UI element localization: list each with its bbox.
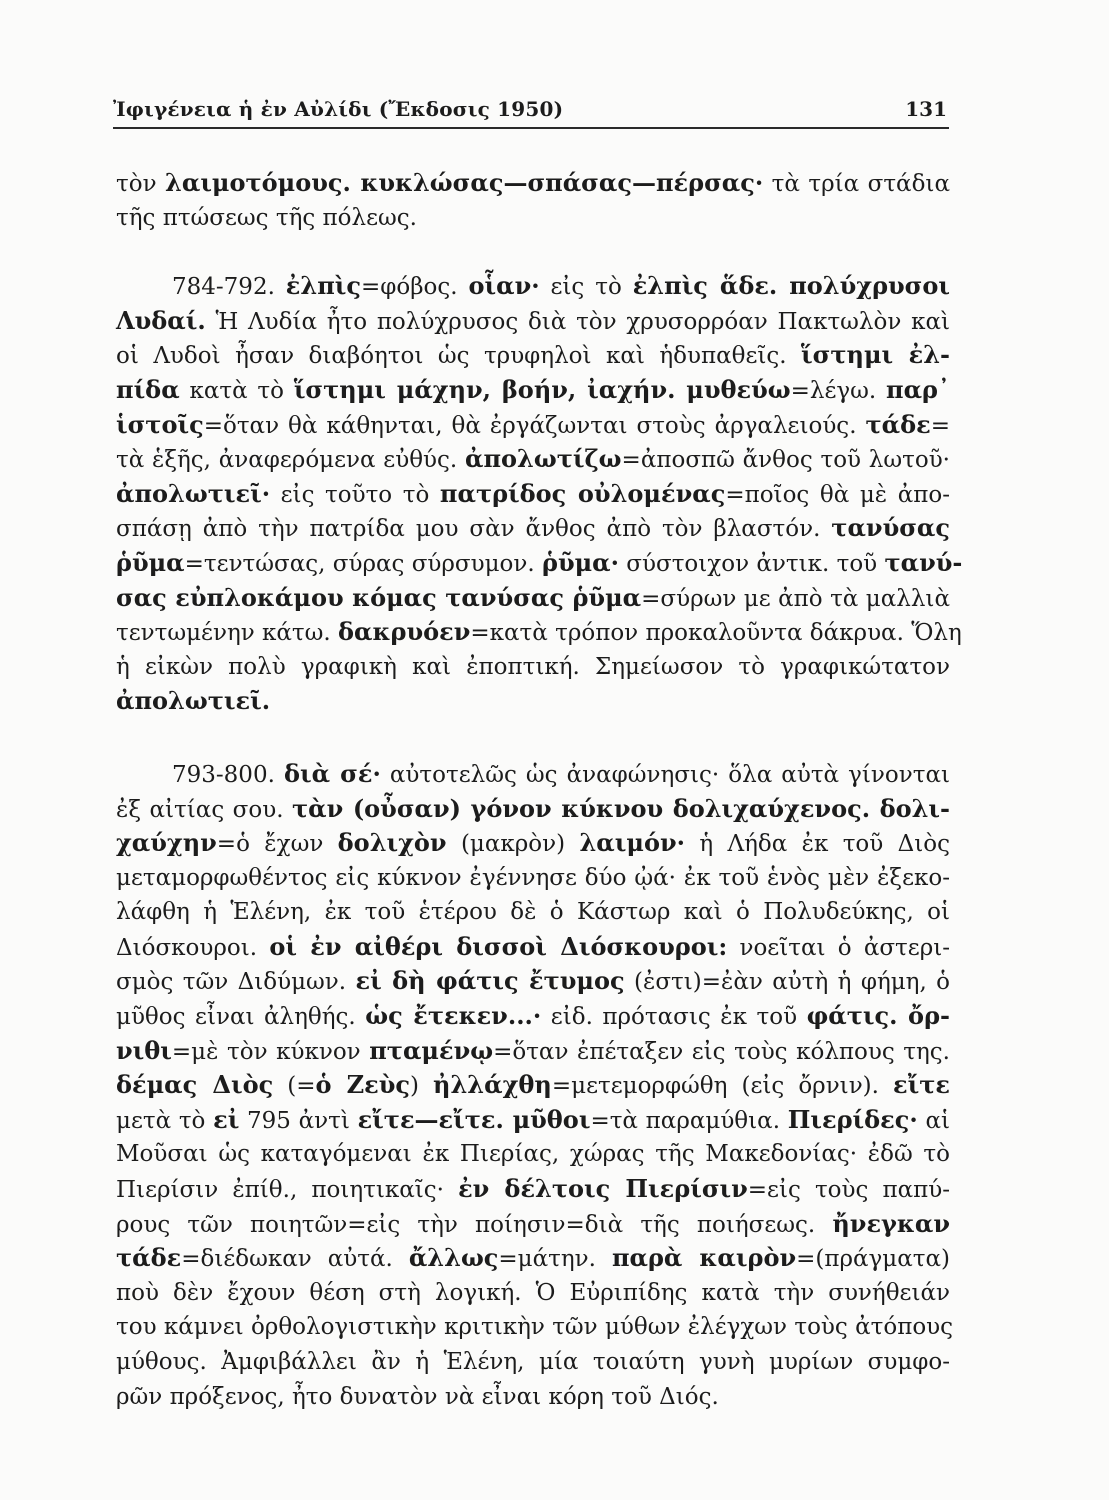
- bold-lemma: Λυδαί.: [116, 305, 206, 335]
- text-line: [116, 408, 950, 443]
- text-line: [116, 1172, 950, 1207]
- text-run: τὰ ἑξῆς, ἀναφερόμενα εὐθύς.: [116, 447, 465, 474]
- bold-lemma: ῥῦμα: [116, 547, 185, 577]
- text-run: =διέδωκαν αὐτά.: [181, 1246, 409, 1273]
- bold-lemma: τανύ-: [884, 547, 963, 577]
- text-run: 784-792.: [172, 274, 286, 301]
- text-run: ρους τῶν ποιητῶν=εἰς τὴν ποίησιν=διὰ τῆς ποιήσεως.: [116, 1211, 833, 1238]
- bold-lemma: ἀπολωτίζω: [464, 444, 622, 474]
- text-line: [116, 684, 950, 719]
- text-run: =κατὰ τρόπον προκαλοῦντα δάκρυα. Ὅλη: [470, 620, 962, 647]
- text-run: μεταμορφωθέντος εἰς κύκνον ἐγέννησε δύο ᾠά· ἐκ τοῦ ἑνὸς μὲν ἐξεκο-: [116, 864, 950, 891]
- bold-lemma: εἰ: [213, 1104, 240, 1134]
- bold-lemma: τανύσας: [831, 513, 950, 543]
- text-line: [116, 1276, 950, 1311]
- bold-lemma: ὡς ἔτεκεν...·: [365, 1001, 542, 1031]
- text-line: [116, 650, 950, 685]
- text-run: =μὲ τὸν κύκνον: [171, 1038, 370, 1065]
- text-run: 795 ἀντὶ: [239, 1107, 358, 1134]
- bold-lemma: λαιμοτόμους. κυκλώσας—σπάσας—πέρσας·: [165, 168, 764, 197]
- bold-lemma: τάδε: [865, 409, 931, 439]
- bold-lemma: ὁ Ζεὺς: [315, 1070, 410, 1100]
- text-line: [116, 1137, 950, 1172]
- bold-lemma: πίδα: [116, 374, 180, 404]
- text-run: Μοῦσαι ὡς καταγόμεναι ἐκ Πιερίας, χώρας τῆς Μακεδονίας· ἐδῶ τὸ: [116, 1141, 950, 1168]
- text-line: [116, 1241, 950, 1276]
- text-run: =λέγω.: [790, 377, 887, 404]
- bold-lemma: δολιχὸν: [337, 828, 447, 858]
- bold-lemma: ἱστοῖς: [116, 409, 204, 439]
- bold-lemma: ἐν δέλτοις Πιερίσιν: [458, 1174, 748, 1204]
- text-line: [116, 166, 950, 201]
- text-run: (μακρὸν): [446, 831, 580, 858]
- bold-lemma: εἰ δὴ φάτις ἔτυμος: [355, 966, 625, 996]
- text-run: =(πράγματα): [796, 1246, 950, 1273]
- bold-lemma: λαιμόν·: [579, 828, 685, 858]
- text-run: τὸν: [116, 171, 166, 197]
- commentary-body: [116, 166, 963, 1414]
- text-run: εἰδ. πρότασις ἐκ τοῦ: [541, 1004, 807, 1031]
- text-line: [116, 546, 963, 581]
- text-line: [116, 201, 950, 236]
- bold-lemma: ἤνεγκαν: [832, 1208, 950, 1238]
- text-run: (ἐστι)=ἐὰν αὐτὴ ἡ φήμη, ὁ: [624, 969, 951, 996]
- text-line: [116, 999, 950, 1034]
- bold-lemma: δέμας Διὸς: [116, 1070, 274, 1100]
- text-line: [116, 1068, 950, 1103]
- bold-lemma: ἄλλως: [408, 1243, 499, 1273]
- text-line: [116, 792, 950, 827]
- text-run: ποὺ δὲν ἔχουν θέση στὴ λογική. Ὁ Εὐριπίδης κατὰ τὴν συνήθειάν: [116, 1279, 950, 1306]
- text-run: αὐτοτελῶς ὡς ἀναφώνησις· ὅλα αὐτὰ γίνονται: [380, 761, 951, 788]
- text-run: σπάσῃ ἀπὸ τὴν πατρίδα μου σὰν ἄνθος ἀπὸ τὸν βλαστόν.: [116, 516, 832, 543]
- text-line: [116, 477, 950, 512]
- text-line: [116, 304, 950, 339]
- text-run: μύθους. Ἀμφιβάλλει ἂν ἡ Ἑλένη, μία τοιαύτη γυνὴ μυρίων συμφο-: [116, 1349, 950, 1375]
- bold-lemma: οἷαν·: [468, 271, 540, 301]
- bold-lemma: ἀπολωτιεῖ·: [116, 478, 271, 508]
- bold-lemma: δακρυόεν: [338, 617, 471, 647]
- text-run: =μάτην.: [498, 1246, 612, 1273]
- text-run: ἡ Λήδα ἐκ τοῦ Διὸς: [684, 831, 950, 858]
- bold-lemma: χαύχην: [116, 828, 217, 858]
- bold-lemma: διὰ σέ·: [283, 758, 381, 788]
- bold-lemma: ἐλπὶς: [285, 271, 362, 301]
- page-header-title: Ἰφιγένεια ἡ ἐν Αὐλίδι (Ἔκδοσις 1950): [113, 97, 564, 121]
- text-line: [116, 826, 950, 861]
- bold-lemma: τάδε: [116, 1243, 182, 1273]
- text-run: οἱ Λυδοὶ ἦσαν διαβόητοι ὡς τρυφηλοὶ καὶ ἡδυπαθεῖς.: [116, 343, 802, 370]
- text-line: [116, 1310, 954, 1345]
- text-run: =ἀποσπῶ ἄνθος τοῦ λωτοῦ·: [621, 447, 950, 474]
- text-run: ρῶν πρόξενος, ἦτο δυνατὸν νὰ εἶναι κόρη τοῦ Διός.: [116, 1383, 719, 1410]
- text-run: =ὅταν ἐπέταξεν εἰς τοὺς κόλπους της.: [493, 1038, 950, 1065]
- bold-lemma: νιθι: [116, 1035, 172, 1065]
- bold-lemma: οἱ ἐν αἰθέρι δισσοὶ Διόσκουροι:: [269, 931, 728, 961]
- text-run: τῆς πτώσεως τῆς πόλεως.: [116, 204, 417, 231]
- bold-lemma: ἵστημι μάχην, βοήν, ἰαχήν. μυθεύω: [293, 374, 791, 404]
- bold-lemma: εἴτε: [893, 1070, 950, 1100]
- text-line: [116, 615, 962, 650]
- bold-lemma: παρ᾽: [886, 374, 951, 404]
- text-run: =εἰς τοὺς παπύ-: [747, 1177, 950, 1204]
- text-line: [116, 964, 950, 999]
- text-run: =μετεμορφώθη (εἰς ὄρνιν).: [551, 1073, 894, 1100]
- text-line: [116, 757, 950, 792]
- text-line: [116, 269, 950, 304]
- text-line: [116, 895, 950, 930]
- text-run: μετὰ τὸ: [116, 1107, 214, 1134]
- text-line: [116, 338, 950, 373]
- text-line: [116, 581, 950, 616]
- bold-lemma: τὰν (οὖσαν) γόνον κύκνου δολιχαύχενος. δολι-: [292, 793, 950, 823]
- text-run: =ὁ ἔχων: [216, 831, 338, 858]
- header-rule: [113, 127, 949, 129]
- text-run: τεντωμένην κάτω.: [116, 620, 339, 647]
- text-run: ἡ εἰκὼν πολὺ γραφικὴ καὶ ἐποπτική. Σημείωσον τὸ γραφικώτατον: [116, 653, 950, 680]
- text-line: [116, 373, 950, 408]
- text-run: =: [930, 412, 950, 439]
- running-head: [113, 97, 947, 123]
- text-run: σύστοιχον ἀντικ. τοῦ: [619, 550, 885, 577]
- text-line: [116, 1345, 950, 1380]
- text-run: αἱ: [917, 1107, 950, 1134]
- text-line: [116, 1103, 950, 1138]
- text-run: =φόβος.: [361, 274, 469, 301]
- text-line: [116, 1207, 950, 1242]
- text-line: [116, 442, 950, 477]
- text-run: λάφθη ἡ Ἑλένη, ἐκ τοῦ ἑτέρου δὲ ὁ Κάστωρ καὶ ὁ Πολυδεύκης, οἱ: [116, 899, 950, 926]
- text-run: Πιερίσιν ἐπίθ., ποιητικαῖς·: [116, 1177, 459, 1204]
- text-run: =τὰ παραμύθια.: [590, 1107, 788, 1134]
- bold-lemma: πταμένῳ: [369, 1035, 494, 1065]
- text-run: ἐξ αἰτίας σου.: [116, 796, 293, 823]
- paragraph-gap: [116, 235, 950, 269]
- bold-lemma: ἠλλάχθη: [433, 1070, 552, 1100]
- text-run: Διόσκουροι.: [116, 934, 270, 961]
- text-run: εἰς τὸ: [539, 274, 633, 301]
- bold-lemma: ἀπολωτιεῖ.: [116, 686, 271, 716]
- text-run: =ὅταν θὰ κάθηνται, θὰ ἐργάζωνται στοὺς ἀργαλειούς.: [203, 412, 866, 439]
- bold-lemma: ῥῦμα·: [541, 547, 619, 577]
- bold-lemma: σας εὐπλοκάμου κόμας τανύσας ῥῦμα: [116, 582, 642, 612]
- bold-lemma: ἐλπὶς ἅδε. πολύχρυσοι: [632, 271, 950, 301]
- page-number: 131: [905, 97, 947, 121]
- bold-lemma: ἵστημι ἐλ-: [801, 340, 950, 370]
- text-line: [116, 1380, 950, 1415]
- text-run: =σύρων με ἀπὸ τὰ μαλλιὰ: [641, 585, 950, 612]
- text-run: 793-800.: [172, 761, 284, 788]
- text-run: του κάμνει ὀρθολογιστικὴν κριτικὴν τῶν μύθων ἐλέγχων τοὺς ἀτόπους: [116, 1314, 954, 1341]
- bold-lemma: φάτις. ὄρ-: [806, 1001, 950, 1031]
- text-line: [116, 1034, 950, 1069]
- bold-lemma: Πιερίδες·: [787, 1104, 918, 1134]
- text-run: κατὰ τὸ: [179, 377, 294, 404]
- text-run: (=: [273, 1073, 316, 1100]
- text-line: [116, 511, 950, 546]
- bold-lemma: εἴτε—εἴτε. μῦθοι: [357, 1104, 591, 1134]
- text-run: Ἡ Λυδία ἦτο πολύχρυσος διὰ τὸν χρυσορρόαν Πακτωλὸν καὶ: [205, 308, 950, 335]
- text-run: τὰ τρία στάδια: [763, 171, 950, 197]
- paragraph-gap: [116, 719, 950, 757]
- text-run: σμὸς τῶν Διδύμων.: [116, 969, 356, 996]
- text-run: μῦθος εἶναι ἀληθής.: [116, 1004, 366, 1031]
- text-run: ): [410, 1073, 434, 1100]
- text-run: νοεῖται ὁ ἀστερι-: [727, 934, 951, 961]
- text-run: =ποῖος θὰ μὲ ἀπο-: [725, 481, 950, 508]
- bold-lemma: παρὰ καιρὸν: [611, 1243, 797, 1273]
- text-line: [116, 930, 950, 965]
- text-run: εἰς τοῦτο τὸ: [270, 481, 440, 508]
- text-run: =τεντώσας, σύρας σύρσυμον.: [184, 550, 542, 577]
- bold-lemma: πατρίδος οὐλομένας: [439, 478, 726, 508]
- text-line: [116, 861, 950, 896]
